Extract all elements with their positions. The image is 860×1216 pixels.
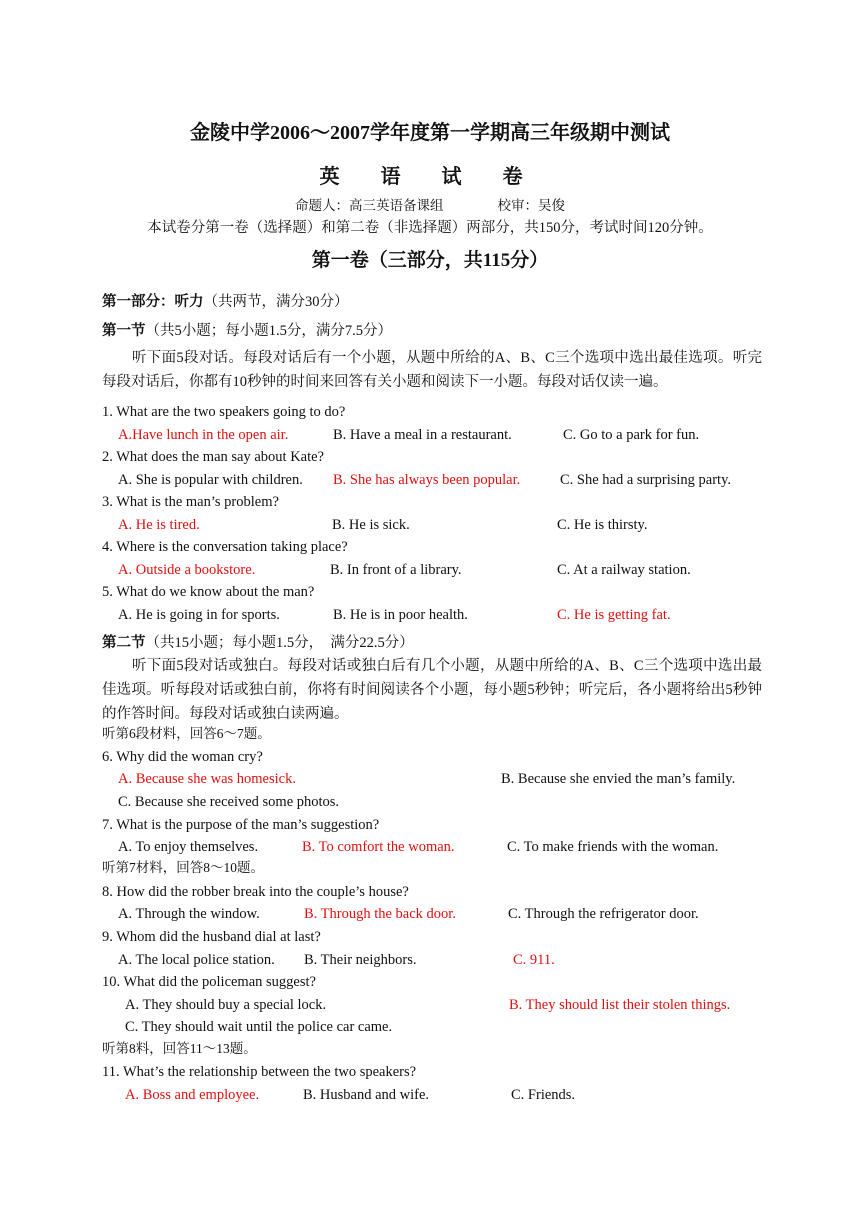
section1-heading-bold: 第一节 [102, 323, 146, 339]
question-9-option-b: B. Their neighbors. [304, 952, 417, 968]
question-2-stem: 2. What does the man say about Kate? [102, 449, 324, 465]
question-2-option-b: B. She has always been popular. [333, 472, 521, 488]
question-5-option-a: A. He is going in for sports. [118, 607, 280, 623]
question-2-option-c: C. She had a surprising party. [560, 472, 732, 488]
part1-heading-bold: 第一部分：听力 [102, 294, 204, 310]
question-4-option-b: B. In front of a library. [330, 562, 462, 578]
question-10-option-c: C. They should wait until the police car came. [125, 1019, 393, 1035]
authors-line: 命题人：高三英语备课组 校审：吴俊 [295, 198, 565, 213]
question-9-stem: 9. Whom did the husband dial at last? [102, 929, 321, 945]
question-6-option-b: B. Because she envied the man’s family. [501, 771, 736, 787]
section2-instructions-text: 听下面5段对话或独白。每段对话或独白后有几个小题，从题中所给的A、B、C三个选项中选出最佳选项。听每段对话或独白前，你将有时间阅读各个小题，每小题5秒钟；听完后，各小题将给出5秒钟的作答时间。每段对话或独白读两遍。 [102, 658, 762, 722]
part1-heading [102, 292, 762, 312]
exam-title: 金陵中学2006～2007学年度第一学期高三年级期中测试 [190, 122, 670, 144]
question-11-option-b: B. Husband and wife. [303, 1087, 430, 1103]
question-1-option-b: B. Have a meal in a restaurant. [333, 427, 512, 443]
exam-intro: 本试卷分第一卷（选择题）和第二卷（非选择题）两部分，共150分，考试时间120分钟。 [147, 220, 713, 236]
exam-subtitle: 英 语 试 卷 [319, 166, 541, 188]
question-9-option-c: C. 911. [513, 952, 555, 968]
question-1-stem: 1. What are the two speakers going to do? [102, 404, 346, 420]
question-11-option-a: A. Boss and employee. [125, 1087, 260, 1103]
volume-heading: 第一卷（三部分，共115分） [311, 250, 549, 271]
question-11-stem: 11. What’s the relationship between the two speakers? [102, 1064, 417, 1080]
question-3-option-a: A. He is tired. [118, 517, 200, 533]
question-10-option-a: A. They should buy a special lock. [125, 997, 327, 1013]
section2-heading-rest: （共15小题；每小题1.5分， 满分22.5分） [145, 635, 414, 651]
question-4-option-a: A. Outside a bookstore. [118, 562, 256, 578]
question-4-stem: 4. Where is the conversation taking place? [102, 539, 348, 555]
question-8-option-b: B. Through the back door. [304, 906, 456, 922]
question-8-option-c: C. Through the refrigerator door. [508, 906, 699, 922]
part1-heading-rest: （共两节，满分30分） [203, 294, 349, 310]
question-6-stem: 6. Why did the woman cry? [102, 749, 263, 765]
question-9-option-a: A. The local police station. [118, 952, 275, 968]
question-7-option-c: C. To make friends with the woman. [507, 839, 719, 855]
question-3-option-b: B. He is sick. [332, 517, 410, 533]
section2-heading [102, 633, 762, 653]
question-1-option-c: C. Go to a park for fun. [563, 427, 700, 443]
cue-material-6: 听第6段材料，回答6～7题。 [102, 726, 271, 741]
question-10-stem: 10. What did the policeman suggest? [102, 974, 316, 990]
question-5-option-b: B. He is in poor health. [333, 607, 468, 623]
section1-heading-rest: （共5小题；每小题1.5分，满分7.5分） [145, 323, 392, 339]
question-8-option-a: A. Through the window. [118, 906, 260, 922]
question-3-option-c: C. He is thirsty. [557, 517, 648, 533]
section2-instructions [102, 654, 762, 726]
section1-instructions-text: 听下面5段对话。每段对话后有一个小题，从题中所给的A、B、C三个选项中选出最佳选项。听完每段对话后，你都有10秒钟的时间来回答有关小题和阅读下一小题。每段对话仅读一遍。 [102, 350, 762, 390]
question-8-stem: 8. How did the robber break into the couple’s house? [102, 884, 409, 900]
question-10-option-b: B. They should list their stolen things. [509, 997, 731, 1013]
question-7-stem: 7. What is the purpose of the man’s suggestion? [102, 817, 380, 833]
question-5-option-c: C. He is getting fat. [557, 607, 671, 623]
question-11-option-c: C. Friends. [511, 1087, 576, 1103]
section1-heading [102, 321, 762, 341]
question-3-stem: 3. What is the man’s problem? [102, 494, 279, 510]
section1-instructions [102, 346, 762, 394]
question-7-option-b: B. To comfort the woman. [302, 839, 455, 855]
section2-heading-bold: 第二节 [102, 635, 146, 651]
question-5-stem: 5. What do we know about the man? [102, 584, 315, 600]
question-4-option-c: C. At a railway station. [557, 562, 691, 578]
cue-material-8: 听第8料，回答11～13题。 [102, 1041, 257, 1056]
question-2-option-a: A. She is popular with children. [118, 472, 303, 488]
question-6-option-a: A. Because she was homesick. [118, 771, 296, 787]
question-1-option-a: A.Have lunch in the open air. [118, 427, 289, 443]
question-6-option-c: C. Because she received some photos. [118, 794, 340, 810]
cue-material-7: 听第7材料，回答8～10题。 [102, 860, 264, 875]
question-7-option-a: A. To enjoy themselves. [118, 839, 259, 855]
